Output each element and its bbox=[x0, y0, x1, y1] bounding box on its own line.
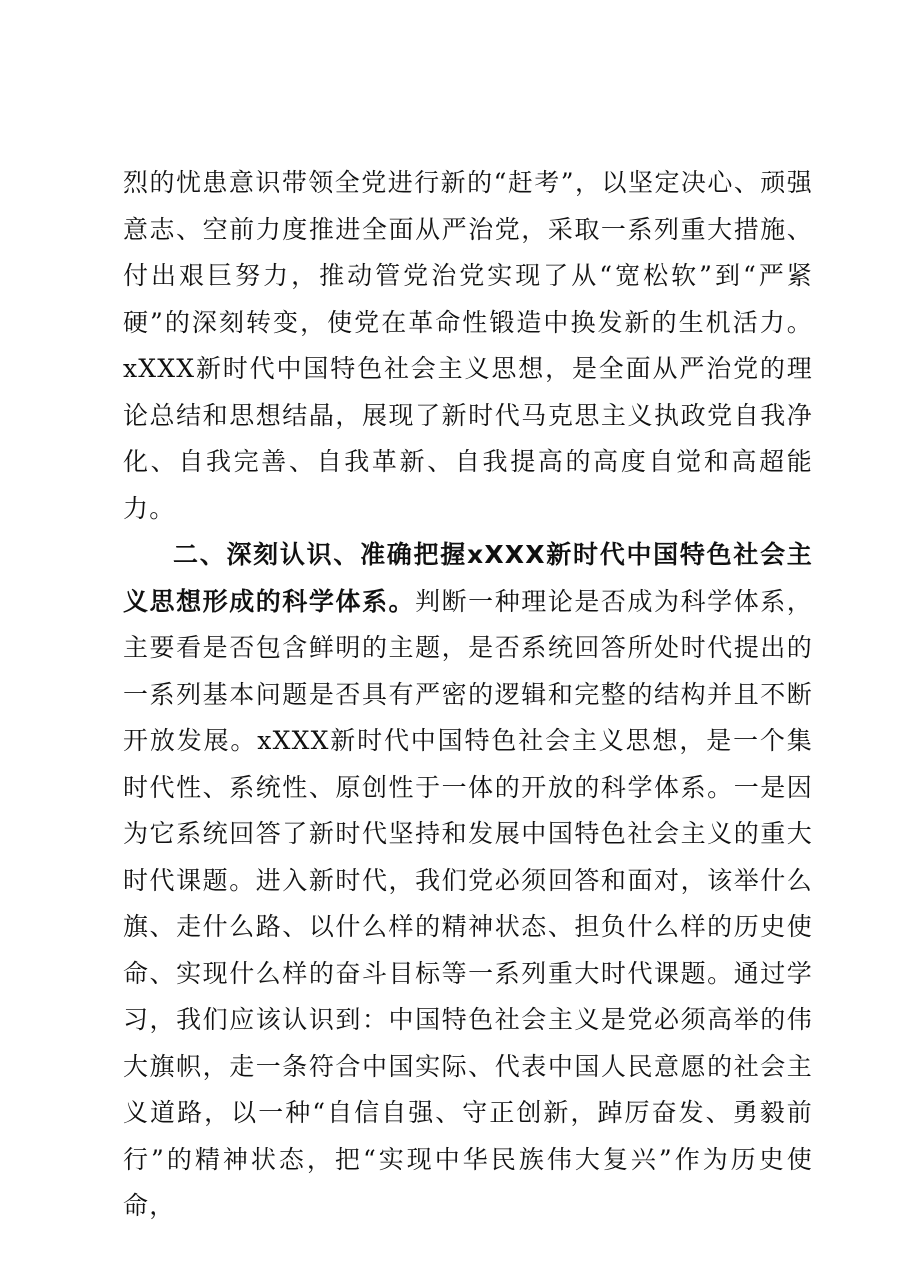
document-body bbox=[123, 160, 813, 1230]
section-two-heading: 二、深刻认识、准确把握xXXX新时代中国特色社会主义思想形成的科学体系。 bbox=[123, 540, 813, 616]
paragraph-continuation: 烈的忧患意识带领全党进行新的“赶考”，以坚定决心、顽强意志、空前力度推进全面从严治党，采取一系列重大措施、付出艰巨努力，推动管党治党实现了从“宽松软”到“严紧硬”的深刻转变，使党在革命性锻造中换发新的生机活力。xXXX新时代中国特色社会主义思想，是全面从严治党的理论总结和思想结晶，展现了新时代马克思主义执政党自我净化、自我完善、自我革新、自我提高的高度自觉和高超能力。 bbox=[123, 168, 813, 523]
section-two-body: 判断一种理论是否成为科学体系，主要看是否包含鲜明的主题，是否系统回答所处时代提出的一系列基本问题是否具有严密的逻辑和完整的结构并且不断开放发展。xXXX新时代中国特色社会主义思想，是一个集时代性、系统性、原创性于一体的开放的科学体系。一是因为它系统回答了新时代坚持和发展中国特色社会主义的重大时代课题。进入新时代，我们党必须回答和面对，该举什么旗、走什么路、以什么样的精神状态、担负什么样的历史使命、实现什么样的奋斗目标等一系列重大时代课题。通过学习，我们应该认识到：中国特色社会主义是党必须高举的伟大旗帜，走一条符合中国实际、代表中国人民意愿的社会主义道路，以一种“自信自强、守正创新，踔厉奋发、勇毅前行”的精神状态，把“实现中华民族伟大复兴”作为历史使命， bbox=[123, 586, 813, 1220]
section-two-paragraph bbox=[123, 532, 813, 1230]
